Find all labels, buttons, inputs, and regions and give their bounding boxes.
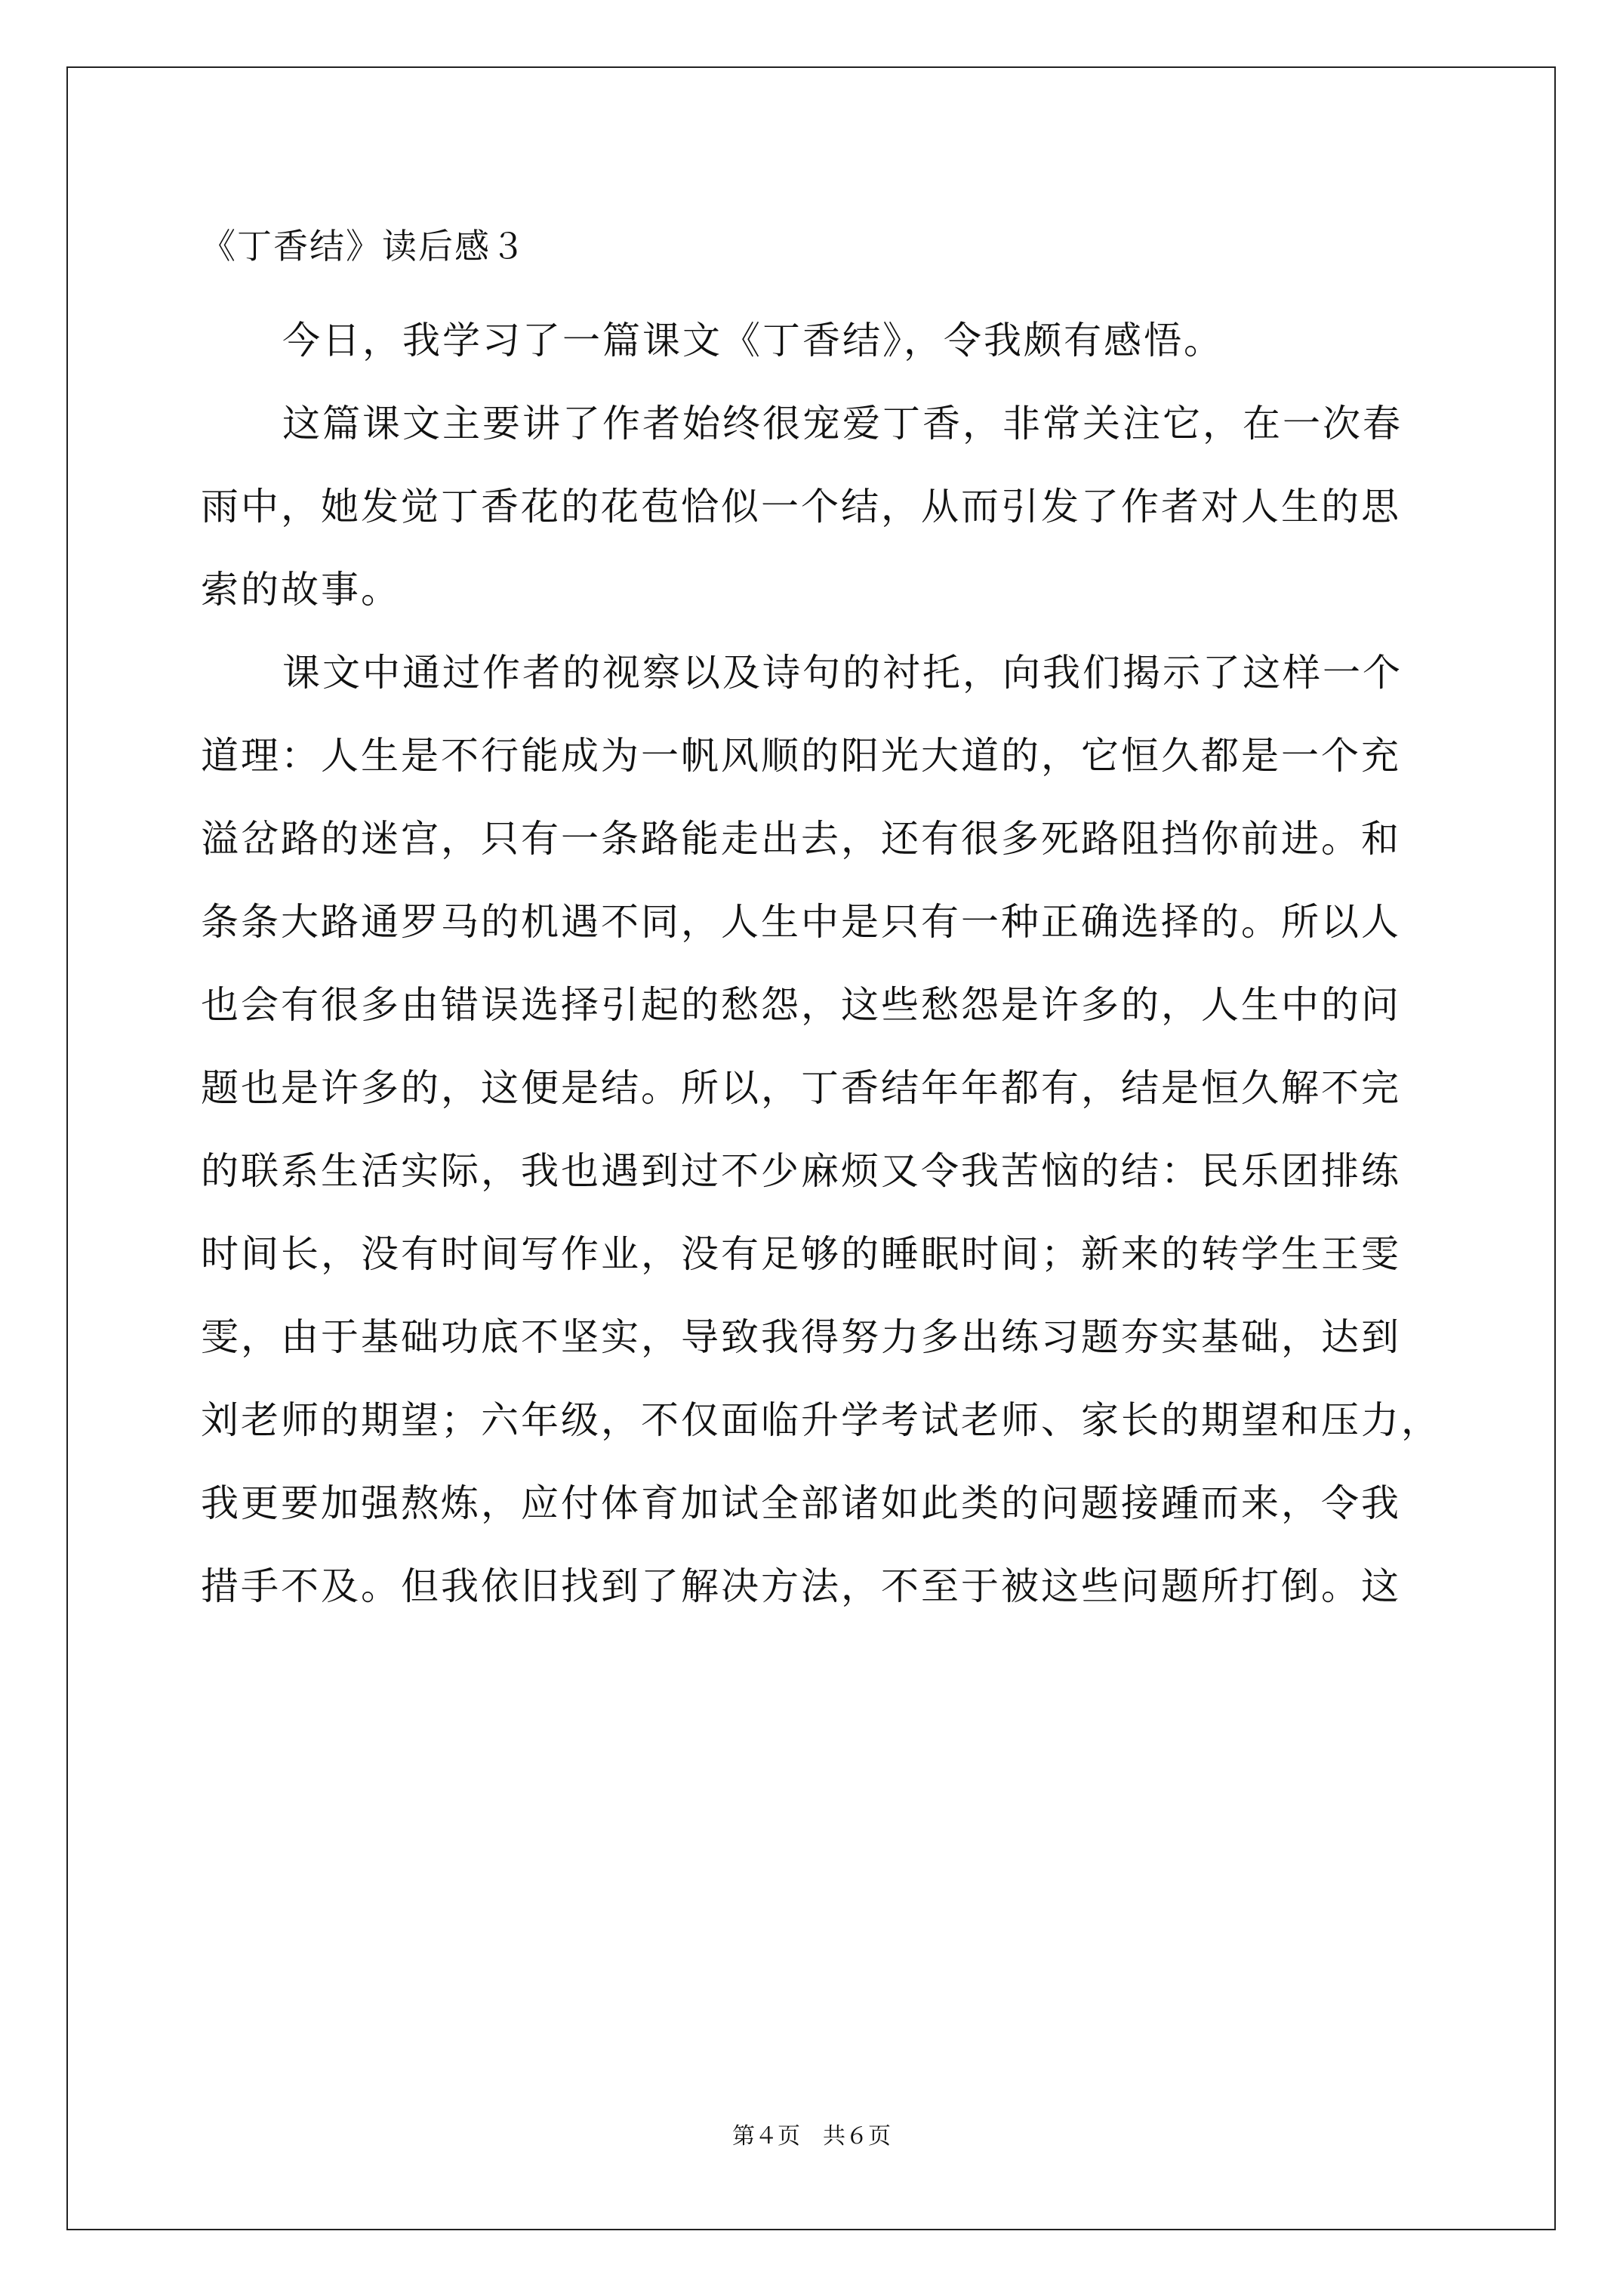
text-line: 时间长，没有时间写作业，没有足够的睡眠时间；新来的转学生王雯 [201,1232,1401,1276]
page-number-footer: 第４页 共６页 [732,2123,891,2150]
text-line: 题也是许多的，这便是结。所以，丁香结年年都有，结是恒久解不完 [201,1066,1401,1110]
text-line: 雨中，她发觉丁香花的花苞恰似一个结，从而引发了作者对人生的思 [201,485,1401,529]
document-body [201,299,1441,1628]
text-line: 措手不及。但我依旧找到了解决方法，不至于被这些问题所打倒。这 [201,1564,1401,1608]
text-line: 这篇课文主要讲了作者始终很宠爱丁香，非常关注它，在一次春 [282,402,1403,445]
text-line: 刘老师的期望；六年级，不仅面临升学考试老师、家长的期望和压力， [201,1398,1441,1442]
text-line: 的联系生活实际，我也遇到过不少麻烦又令我苦恼的结：民乐团排练 [201,1149,1401,1193]
text-line: 溢岔路的迷宫，只有一条路能走出去，还有很多死路阻挡你前进。和 [201,817,1401,861]
text-line: 今日，我学习了一篇课文《丁香结》，令我颇有感悟。 [282,319,1224,362]
text-line: 雯，由于基础功底不坚实，导致我得努力多出练习题夯实基础，达到 [201,1315,1401,1359]
text-line: 道理：人生是不行能成为一帆风顺的阳光大道的，它恒久都是一个充 [201,734,1401,778]
text-line: 索的故事。 [201,568,401,612]
text-line: 课文中通过作者的视察以及诗句的衬托，向我们揭示了这样一个 [282,651,1403,695]
text-line: 条条大路通罗马的机遇不同，人生中是只有一种正确选择的。所以人 [201,900,1401,944]
document-title: 《丁香结》读后感３ [201,226,527,267]
text-line: 也会有很多由错误选择引起的愁怨，这些愁怨是许多的，人生中的问 [201,983,1401,1027]
text-line: 我更要加强熬炼，应付体育加试全部诸如此类的问题接踵而来，令我 [201,1481,1401,1525]
